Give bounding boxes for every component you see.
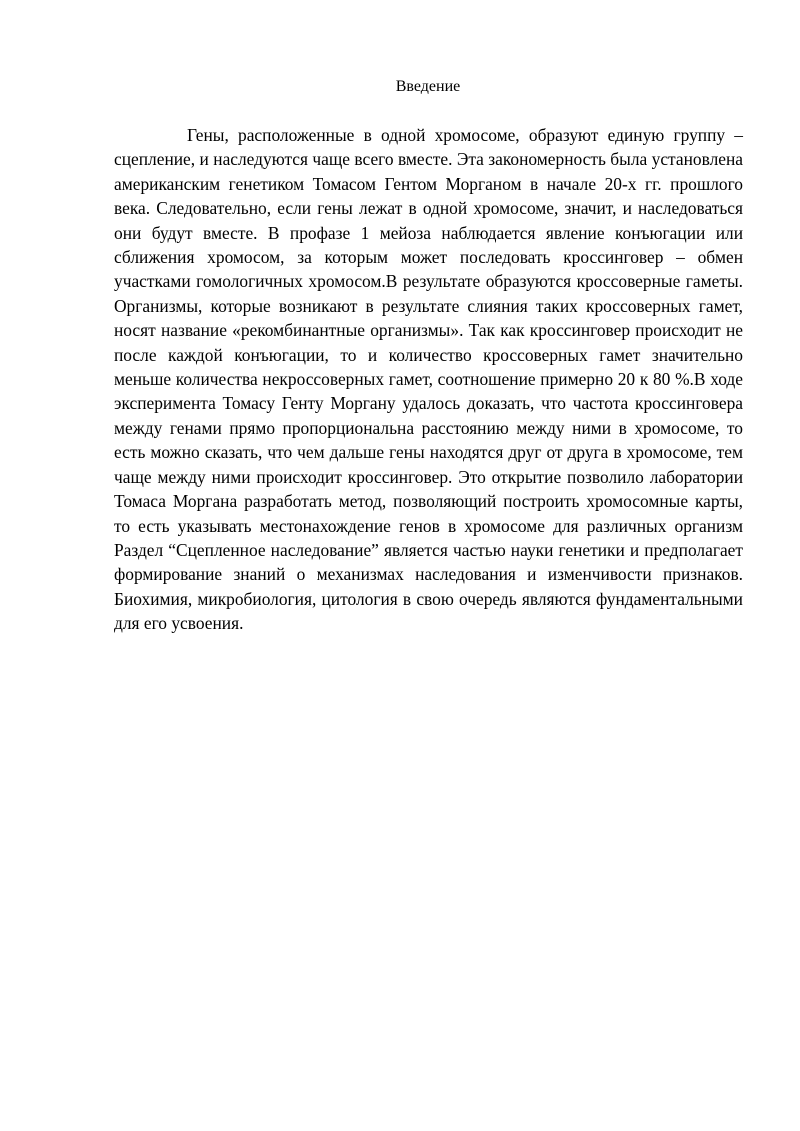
page-title: Введение — [395, 78, 461, 95]
body-paragraph: Гены, расположенные в одной хромосоме, образуют единую группу – сцепление, и наследуются чаще всего вместе. Эта закономерность была установлена американским генетиком Томасом Гентом Морганом в начале 20-х гг. прошлого века. Следовательно, если гены лежат в одной хромосоме, значит, и наследоваться они будут вместе. В профазе 1 мейоза наблюдается явление конъюгации или сближения хромосом, за которым может последовать кроссинговер – обмен участками гомологичных хромосом.В результате образуются кроссоверные гаметы. Организмы, которые возникают в результате слияния таких кроссоверных гамет, носят название «рекомбинантные организмы». Так как кроссинговер происходит не после каждой конъюгации, то и количество кроссоверных гамет значительно меньше количества некроссоверных гамет, соотношение примерно 20 к 80 %.В ходе эксперимента Томасу Генту Моргану удалось доказать, что частота кроссинговера между генами прямо пропорциональна расстоянию между ними в хромосоме, то есть можно сказать, что чем дальше гены находятся друг от друга в хромосоме, тем чаще между ними происходит кроссинговер. Это открытие позволило лаборатории Томаса Моргана разработать метод, позволяющий построить хромосомные карты, то есть указывать местонахождение генов в хромосоме для различных организм Раздел “Сцепленное наследование” является частью науки генетики и предполагает формирование знаний о механизмах наследования и изменчивости признаков. Биохимия, микробиология, цитология в свою очередь являются фундаментальными для его усвоения. — [114, 125, 743, 634]
